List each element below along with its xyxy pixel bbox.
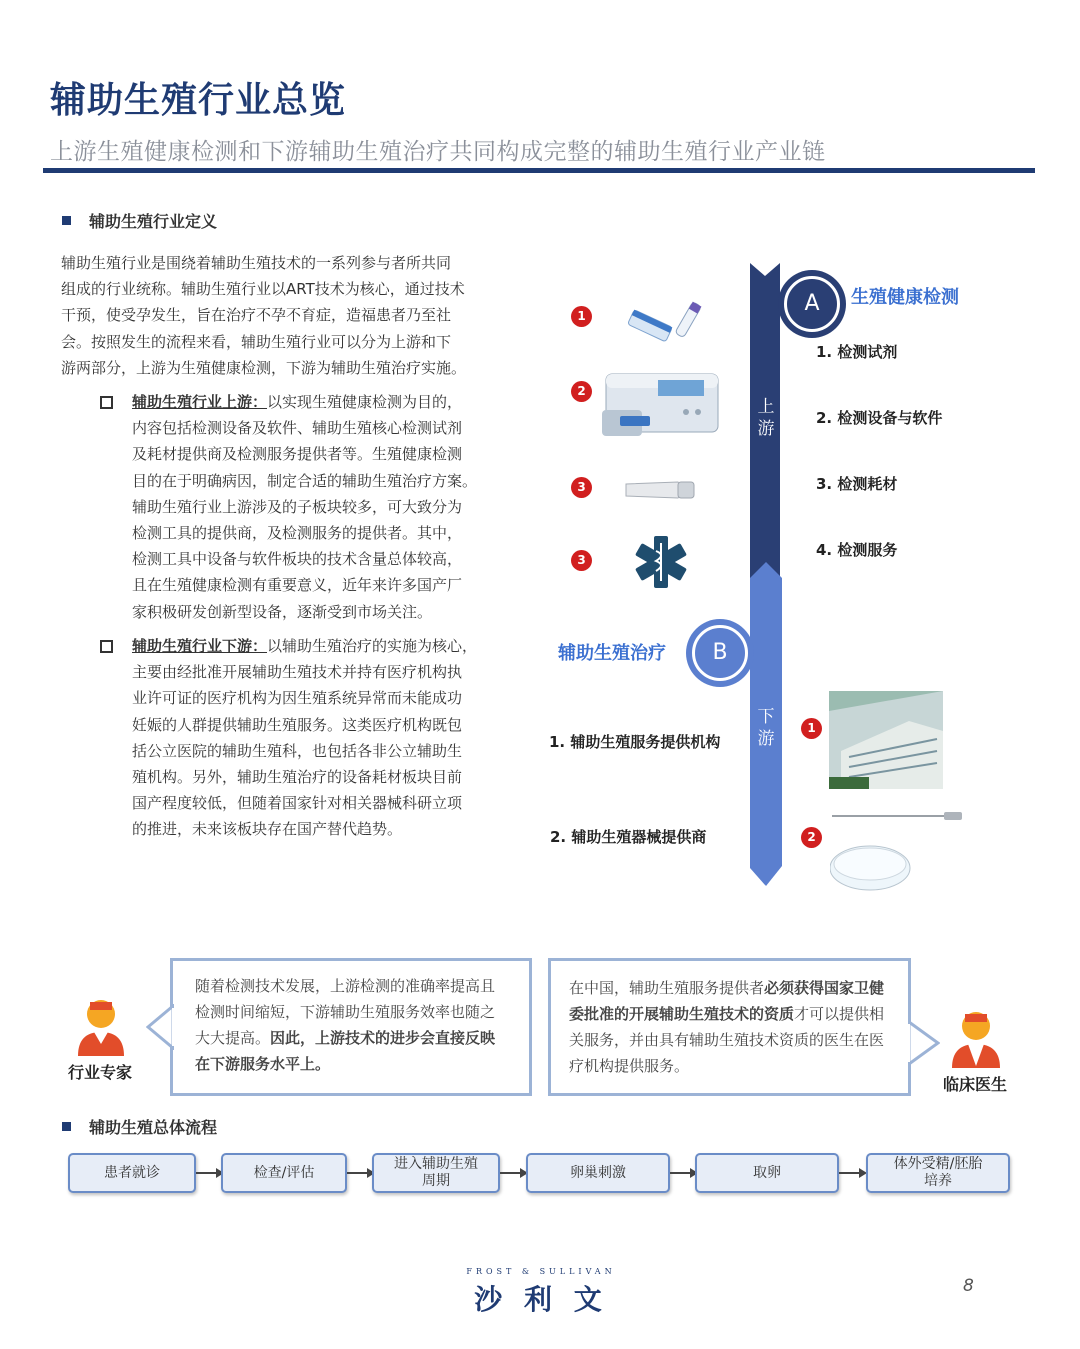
arrow-right-icon	[670, 1172, 696, 1174]
process-step: 进入辅助生殖 周期	[372, 1153, 500, 1193]
doctor-label: 临床医生	[943, 1075, 1008, 1094]
badge: 2	[801, 827, 822, 848]
section-a-title: 生殖健康检测	[851, 287, 959, 308]
reagent-kit-icon	[622, 300, 704, 350]
process-step: 取卵	[695, 1153, 839, 1193]
badge: 3	[571, 550, 592, 571]
definition-intro: 辅助生殖行业是围绕着辅助生殖技术的一系列参与者所共同 组成的行业统称。辅助生殖行业以ART技术为核心，通过技术 干预，使受孕发生，旨在治疗不孕不育症，造福患者乃至社 会。按照发生的流程来看，辅助生殖行业可以分为上游和下 游两部分，上游为生殖健康检测，下游为辅助生殖治疗实施。	[61, 254, 467, 377]
page-title: 辅助生殖行业总览	[50, 80, 347, 121]
section-b-item: 2. 辅助生殖器械提供商	[550, 828, 707, 846]
page-subtitle: 上游生殖健康检测和下游辅助生殖治疗共同构成完整的辅助生殖行业产业链	[50, 139, 826, 165]
testing-device-icon	[598, 366, 722, 442]
upstream-paragraph: 辅助生殖行业上游：以实现生殖健康检测为目的， 内容包括检测设备及软件、辅助生殖核心检测试剂 及耗材提供商及检测服务提供者等。生殖健康检测 目的在于明确病因，制定合适的辅助生殖治疗方案。 辅助生殖行业上游涉及的子板块较多，可大致分为 检测工具的提供商，及检测服务的提供者。其中， 检测工具中设备与软件板块的技术含量总体较高， 且在生殖健康检测有重要意义，近年来许多国产厂 家积极研发创新型设备，逐渐受到市场关注。	[132, 389, 532, 625]
quote-pointer-left	[146, 1004, 174, 1050]
section-a-item: 2. 检测设备与软件	[816, 409, 943, 427]
section-b-title: 辅助生殖治疗	[558, 643, 666, 664]
logo-english: FROST & SULLIVAN	[466, 1267, 616, 1276]
expert-quote-box: 随着检测技术发展，上游检测的准确率提高且检测时间缩短，下游辅助生殖服务效率也随之大大提高。因此，上游技术的进步会直接反映在下游服务水平上。	[170, 958, 532, 1096]
process-step: 体外受精/胚胎 培养	[866, 1153, 1010, 1193]
badge: 3	[571, 477, 592, 498]
arrow-right-icon	[500, 1172, 526, 1174]
header-divider	[43, 168, 1035, 173]
section-b-letter: B	[692, 625, 748, 681]
logo-chinese: 沙 利 文	[474, 1283, 608, 1316]
quote-pointer-right	[908, 1020, 940, 1066]
square-bullet-icon	[62, 216, 71, 225]
page-number: 8	[963, 1276, 974, 1296]
section-a-item: 3. 检测耗材	[816, 475, 898, 493]
arrow-right-icon	[839, 1172, 865, 1174]
square-bullet-icon	[62, 1122, 71, 1131]
arrow-right-icon	[347, 1172, 373, 1174]
downstream-paragraph: 辅助生殖行业下游：以辅助生殖治疗的实施为核心， 主要由经批准开展辅助生殖技术并持有医疗机构执 业许可证的医疗机构为因生殖系统异常而未能成功 妊娠的人群提供辅助生殖服务。这类医疗机构既包 括公立医院的辅助生殖科，也包括各非公立辅助生 殖机构。另外，辅助生殖治疗的设备耗材板块目前 国产程度较低，但随着国家针对相关器械科研立项 的推进，未来该板块存在国产替代趋势。	[132, 633, 532, 843]
definition-heading: 辅助生殖行业定义	[62, 209, 217, 232]
hospital-building-image	[829, 691, 943, 789]
clinical-doctor-icon	[948, 1006, 1004, 1070]
process-step: 患者就诊	[68, 1153, 196, 1193]
process-heading: 辅助生殖总体流程	[62, 1115, 217, 1138]
hollow-square-bullet-icon	[100, 640, 113, 653]
industry-expert-icon	[72, 994, 130, 1058]
process-step: 卵巢刺激	[526, 1153, 670, 1193]
doctor-quote-box: 在中国，辅助生殖服务提供者必须获得国家卫健委批准的开展辅助生殖技术的资质才可以提供相关服务，并由具有辅助生殖技术资质的医生在医疗机构提供服务。	[548, 958, 911, 1096]
badge: 1	[801, 718, 822, 739]
section-a-item: 1. 检测试剂	[816, 343, 898, 361]
medical-service-icon	[632, 533, 690, 591]
hollow-square-bullet-icon	[100, 396, 113, 409]
badge: 2	[571, 381, 592, 402]
section-a-letter: A	[784, 276, 840, 332]
arrow-right-icon	[196, 1172, 222, 1174]
needle-and-dish-image	[830, 808, 964, 898]
upstream-label: 上 游	[757, 397, 775, 439]
badge: 1	[571, 306, 592, 327]
consumable-tube-icon	[622, 478, 698, 502]
downstream-label: 下 游	[757, 707, 775, 749]
section-b-item: 1. 辅助生殖服务提供机构	[549, 733, 721, 751]
section-a-item: 4. 检测服务	[816, 541, 898, 559]
process-step: 检查/评估	[221, 1153, 347, 1193]
expert-label: 行业专家	[68, 1063, 133, 1082]
